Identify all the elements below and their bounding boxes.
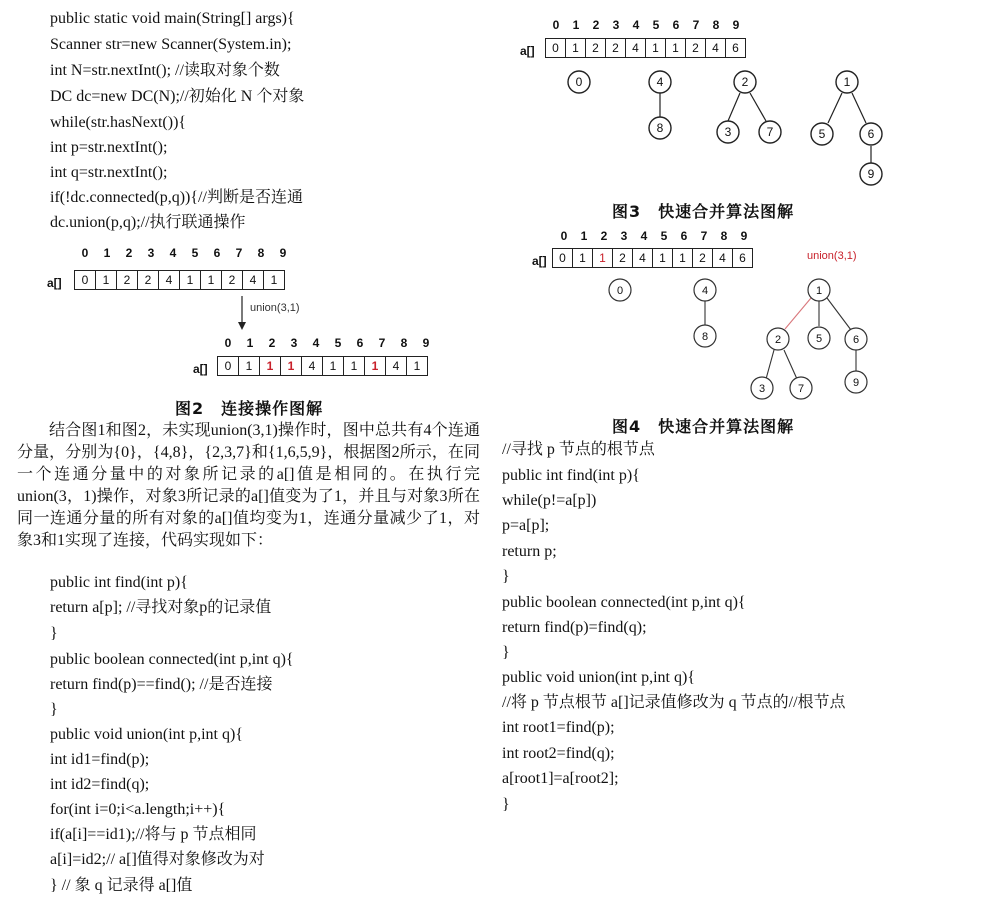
code-line: //将 p 节点根节 a[]记录值修改为 q 节点的//根节点 [502, 694, 846, 711]
index-label: 7 [235, 246, 243, 260]
index-label: 2 [125, 246, 133, 260]
array-cell: 1 [566, 39, 586, 57]
array-cell: 1 [323, 357, 344, 375]
array-cell: 1 [653, 249, 673, 267]
index-label: 3 [147, 246, 155, 260]
array-cell-changed: 1 [281, 357, 302, 375]
code-line: } [502, 644, 510, 661]
node-label: 9 [867, 167, 875, 181]
index-label: 9 [732, 18, 740, 32]
index-label: 7 [692, 18, 700, 32]
array-cells [552, 248, 753, 268]
index-label: 6 [213, 246, 221, 260]
code-line: int id2=find(q); [50, 776, 150, 793]
array-cell: 4 [302, 357, 323, 375]
array-cell: 6 [732, 41, 739, 55]
array-cell: 1 [270, 273, 278, 287]
index-label: 5 [660, 229, 668, 243]
figure-caption: 图4 快速合并算法图解 [612, 417, 795, 436]
body-paragraph: 结合图1和图2，未实现union(3,1)操作时，图中总共有4个连通分量，分别为{0}，{4,8}，{2,3,7}和{1,6,5,9}，根据图2所示，在同一个连通分量中的对象所记录的a[]值是相同的。在执行完union(3，1)操作，对象3所记录的a[]值变为了1，并且与对象3所在同一连通分量的所有对象的a[]值均变为1，连通分量减少了1，对象3和1实现了连接，代码实现如下： [17, 422, 480, 549]
node-label: 6 [852, 334, 860, 346]
index-label: 9 [279, 246, 287, 260]
tree-edge [827, 298, 851, 330]
node-label: 3 [724, 125, 732, 139]
index-label: 0 [552, 18, 560, 32]
code-line: return p; [502, 543, 557, 560]
array-fig4 [532, 229, 782, 273]
array-cell: 1 [673, 249, 693, 267]
index-label: 0 [560, 229, 568, 243]
array-cell: 1 [344, 357, 365, 375]
array-cell: 1 [573, 249, 593, 267]
index-label: 9 [740, 229, 748, 243]
code-line: if(!dc.connected(p,q)){//判断是否连通 [50, 189, 303, 206]
index-label: 5 [652, 18, 660, 32]
index-label: 3 [612, 18, 620, 32]
array-cell: 4 [159, 271, 180, 289]
code-line: public boolean connected(int p,int q){ [50, 651, 294, 668]
array-cell: 2 [222, 271, 243, 289]
index-label: 5 [334, 336, 342, 350]
code-line: while(str.hasNext()){ [50, 114, 187, 131]
node-label: 1 [815, 285, 823, 297]
code-line: public boolean connected(int p,int q){ [502, 594, 746, 611]
code-line: a[root1]=a[root2]; [502, 770, 619, 787]
down-arrow-icon [236, 296, 248, 332]
index-label: 8 [400, 336, 408, 350]
code-line: public static void main(String[] args){ [50, 10, 295, 27]
node-label: 2 [774, 334, 782, 346]
code-line: //寻找 p 节点的根节点 [502, 441, 655, 458]
array-cell: 4 [386, 357, 407, 375]
code-line: public void union(int p,int q){ [502, 669, 695, 686]
array-cell: 1 [180, 271, 201, 289]
index-label: 3 [620, 229, 628, 243]
array-label: a[] [47, 276, 62, 290]
code-line: for(int i=0;i<a.length;i++){ [50, 801, 226, 818]
tree-edge [728, 93, 740, 121]
code-line: int q=str.nextInt(); [50, 164, 168, 181]
code-line: } // 象 q 记录得 a[]值 [50, 877, 193, 894]
array-fig3 [520, 18, 770, 62]
array-cell: 1 [413, 359, 421, 373]
array-cell: 2 [606, 39, 626, 57]
index-label: 1 [246, 336, 254, 350]
node-label: 4 [656, 75, 664, 89]
array-cell-changed: 1 [593, 249, 613, 267]
code-line: dc.union(p,q);//执行联通操作 [50, 214, 246, 231]
array-cell-changed: 1 [260, 357, 281, 375]
index-label: 9 [422, 336, 430, 350]
index-label: 2 [592, 18, 600, 32]
figure-caption: 图3 快速合并算法图解 [612, 202, 795, 221]
node-label: 6 [867, 127, 875, 141]
figure-caption: 图2 连接操作图解 [175, 399, 324, 418]
code-line: public int find(int p){ [50, 574, 188, 591]
array-cell: 0 [546, 39, 566, 57]
array-cell: 0 [553, 249, 573, 267]
tree-diagram-fig3 [500, 60, 1000, 190]
code-line: int root2=find(q); [502, 745, 615, 762]
index-label: 5 [191, 246, 199, 260]
index-label: 4 [312, 336, 320, 350]
code-line: int N=str.nextInt(); //读取对象个数 [50, 62, 280, 79]
array-cell: 1 [201, 271, 222, 289]
code-line: a[i]=id2;// a[]值得对象修改为对 [50, 851, 265, 868]
array-cell: 2 [613, 249, 633, 267]
index-label: 0 [224, 336, 232, 350]
array-cell: 1 [666, 39, 686, 57]
array-cell: 2 [117, 271, 138, 289]
code-line: Scanner str=new Scanner(System.in); [50, 36, 292, 53]
array-cell: 2 [686, 39, 706, 57]
array-cell: 2 [693, 249, 713, 267]
index-label: 0 [81, 246, 89, 260]
node-label: 5 [818, 127, 826, 141]
array-cells [545, 38, 746, 58]
index-label: 7 [700, 229, 708, 243]
index-label: 8 [257, 246, 265, 260]
array-cell: 4 [713, 249, 733, 267]
array-after [193, 336, 453, 384]
node-label: 1 [843, 75, 851, 89]
array-cell: 2 [138, 271, 159, 289]
code-line: return find(p)==find(); //是否连接 [50, 676, 273, 693]
code-line: if(a[i]==id1);//将与 p 节点相同 [50, 826, 257, 843]
code-line: public void union(int p,int q){ [50, 726, 243, 743]
index-label: 1 [103, 246, 111, 260]
node-label: 8 [656, 121, 664, 135]
code-line: } [50, 701, 58, 718]
node-label: 3 [758, 383, 766, 395]
code-line: return find(p)=find(q); [502, 619, 647, 636]
array-cell: 4 [633, 249, 653, 267]
code-line: int id1=find(p); [50, 751, 150, 768]
union-label: union(3,1) [250, 302, 300, 314]
tree-edge [750, 93, 766, 121]
array-cells [74, 270, 285, 290]
array-cell: 4 [243, 271, 264, 289]
tree-edge [828, 93, 842, 123]
array-cell-changed: 1 [365, 357, 386, 375]
array-cell: 1 [239, 357, 260, 375]
index-label: 2 [600, 229, 608, 243]
array-cell: 2 [586, 39, 606, 57]
node-label: 7 [797, 383, 805, 395]
array-cell: 1 [646, 39, 666, 57]
node-label: 0 [616, 285, 624, 297]
code-line: DC dc=new DC(N);//初始化 N 个对象 [50, 88, 305, 105]
index-label: 8 [712, 18, 720, 32]
index-label: 4 [632, 18, 640, 32]
index-label: 4 [640, 229, 648, 243]
array-cells [217, 356, 428, 376]
tree-edge [766, 350, 774, 379]
code-line: public int find(int p){ [502, 467, 640, 484]
code-line: } [502, 568, 510, 585]
index-label: 6 [680, 229, 688, 243]
index-label: 1 [572, 18, 580, 32]
array-cell: 6 [739, 251, 746, 265]
code-line: while(p!=a[p]) [502, 492, 597, 509]
index-label: 6 [356, 336, 364, 350]
code-line: p=a[p]; [502, 517, 550, 534]
node-label: 2 [741, 75, 749, 89]
code-line: } [50, 625, 58, 642]
tree-edge [785, 298, 811, 329]
node-label: 7 [766, 125, 774, 139]
array-cell: 0 [75, 271, 96, 289]
index-label: 2 [268, 336, 276, 350]
array-label: a[] [193, 362, 208, 376]
tree-edge [784, 350, 797, 379]
node-label: 9 [852, 377, 860, 389]
code-line: } [502, 796, 510, 813]
index-label: 8 [720, 229, 728, 243]
index-label: 3 [290, 336, 298, 350]
array-before [45, 246, 305, 294]
array-cell: 4 [706, 39, 726, 57]
array-cell: 4 [626, 39, 646, 57]
node-label: 4 [701, 285, 709, 297]
index-label: 1 [580, 229, 588, 243]
array-label: a[] [532, 254, 547, 268]
index-label: 4 [169, 246, 177, 260]
node-label: 0 [575, 75, 583, 89]
code-line: int root1=find(p); [502, 719, 615, 736]
array-label: a[] [520, 44, 535, 58]
code-line: int p=str.nextInt(); [50, 139, 168, 156]
union-label: union(3,1) [807, 250, 857, 262]
code-line: return a[p]; //寻找对象p的记录值 [50, 599, 272, 616]
index-label: 7 [378, 336, 386, 350]
tree-edge [852, 93, 866, 123]
node-label: 8 [701, 331, 709, 343]
tree-diagram-fig4 [500, 270, 1000, 410]
array-cell: 0 [218, 357, 239, 375]
index-label: 6 [672, 18, 680, 32]
node-label: 5 [815, 333, 823, 345]
array-cell: 1 [96, 271, 117, 289]
